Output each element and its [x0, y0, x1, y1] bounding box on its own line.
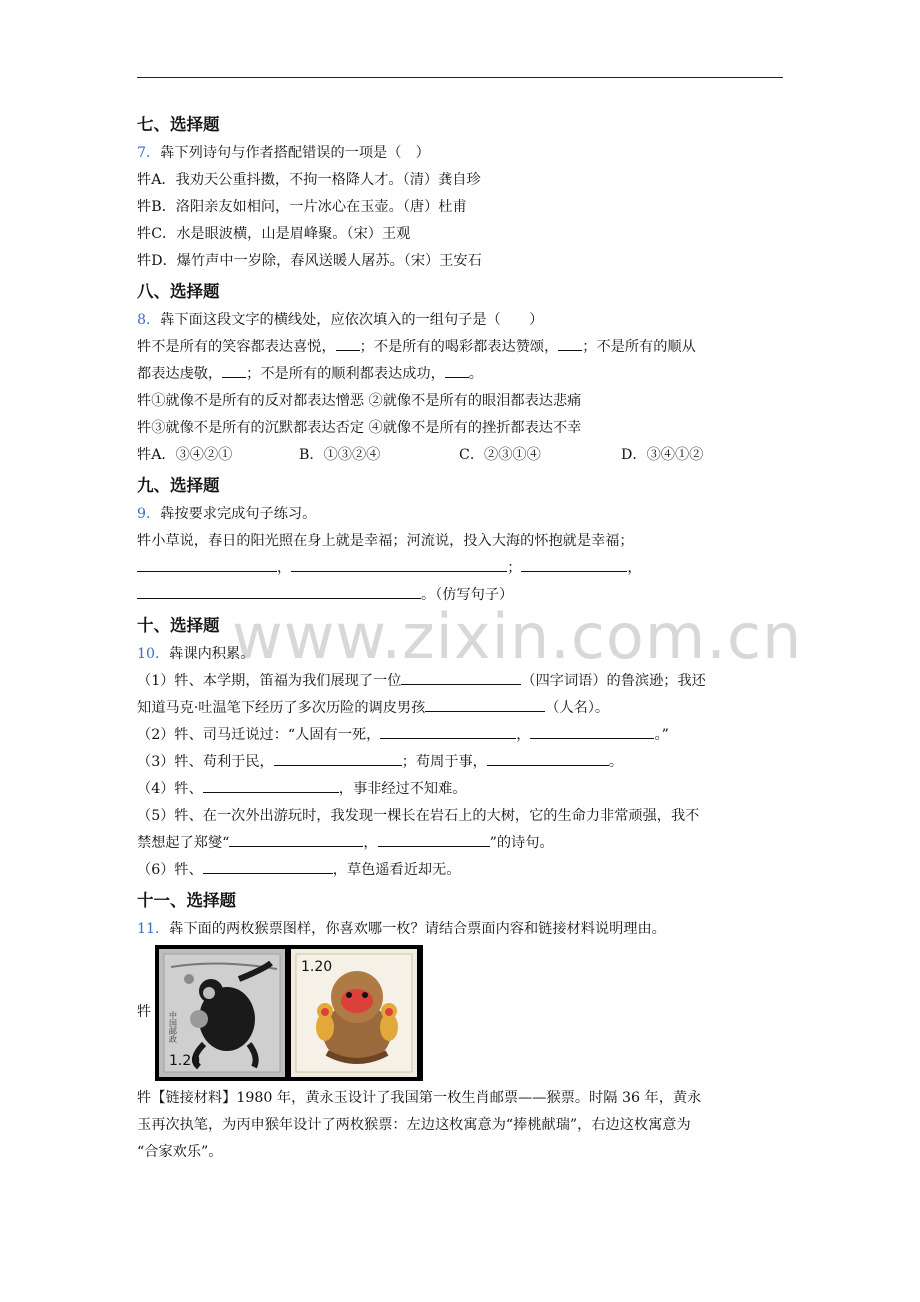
stamp-value: 1.20	[169, 1053, 201, 1069]
item-text: （4）牪、	[137, 781, 203, 797]
item-text: ，草色遥看近却无。	[332, 862, 461, 878]
item-text: （6）牪、	[137, 862, 203, 878]
item-4	[137, 776, 787, 803]
option-c: C．②③①④	[459, 447, 541, 463]
blank	[222, 363, 246, 378]
answer-blank[interactable]	[380, 724, 516, 739]
header-rule	[137, 77, 783, 78]
answer-blank[interactable]	[401, 670, 521, 685]
passage-text: 都表达虔敬，	[137, 366, 223, 382]
item-1-line-2	[137, 695, 787, 722]
question-number: 11．	[137, 921, 170, 937]
question-text: 犇下面的两枚猴票图样，你喜欢哪一枚？请结合票面内容和链接材料说明理由。	[169, 921, 666, 937]
prefix-mark: 牪	[137, 1004, 152, 1020]
stamp-right	[291, 949, 417, 1077]
option-a: 牪A．③④②①	[137, 447, 233, 463]
passage-line-1	[137, 334, 787, 361]
item-5-line-2	[137, 830, 787, 857]
stamp-country-label	[169, 1010, 178, 1044]
item-text: （四字词语）的鲁滨逊；我还	[521, 673, 706, 689]
answer-blank[interactable]	[530, 724, 654, 739]
answer-blank[interactable]	[229, 832, 363, 847]
answer-blank[interactable]	[203, 778, 339, 793]
question-11	[137, 916, 787, 943]
link-material-1: 牪【链接材料】1980 年，黄永玉设计了我国第一枚生肖邮票——猴票。时隔 36 年，黄永	[137, 1090, 702, 1106]
answer-blank[interactable]	[487, 751, 609, 766]
passage-line-2	[137, 361, 787, 388]
question-text: 犇课内积累。	[169, 646, 255, 662]
question-number: 10．	[137, 646, 170, 662]
question-10	[137, 641, 787, 668]
answer-blank[interactable]	[137, 584, 421, 599]
option-d: 牪D．爆竹声中一岁除，春风送暖人屠苏。（宋）王安石	[137, 253, 482, 269]
item-text: ”的诗句。	[489, 835, 554, 851]
question-number: 8．	[137, 312, 161, 328]
punctuation: 。”	[654, 727, 669, 743]
instruction-text: 。（仿写句子）	[421, 587, 514, 603]
blank	[558, 336, 582, 351]
punctuation: ，	[627, 560, 642, 576]
answer-blank[interactable]	[203, 859, 333, 874]
item-2	[137, 722, 787, 749]
section-title-9: 九、选择题	[137, 476, 220, 495]
item-6	[137, 857, 787, 884]
passage-text: ；不是所有的喝彩都表达赞颂，	[359, 339, 559, 355]
question-text: 犇下列诗句与作者搭配错误的一项是（ ）	[160, 145, 430, 161]
question-8	[137, 307, 787, 334]
passage-text: 牪不是所有的笑容都表达喜悦，	[137, 339, 336, 355]
item-text: （3）牪、苟利于民，	[137, 754, 274, 770]
option-d: D．③④①②	[621, 447, 704, 463]
options-row	[137, 442, 787, 469]
document-body	[137, 108, 787, 1166]
blank	[336, 336, 360, 351]
watermark: www.zixin.com.cn	[232, 600, 803, 673]
answer-blank[interactable]	[425, 697, 545, 712]
question-number: 9．	[137, 506, 161, 522]
passage-text: 。	[468, 366, 483, 382]
item-text: （2）牪、司马迁说过：“人固有一死，	[137, 727, 381, 743]
answer-line-2	[137, 582, 787, 609]
stamp-country-text: 中国邮政	[168, 1011, 178, 1043]
section-title-10: 十、选择题	[137, 616, 220, 635]
stamp-left	[159, 949, 285, 1077]
punctuation: ，	[516, 727, 531, 743]
punctuation: 。	[608, 754, 624, 770]
example-sentence: 牪小草说，春日的阳光照在身上就是幸福；河流说，投入大海的怀抱就是幸福；	[137, 533, 634, 549]
link-material-3: “合家欢乐”。	[137, 1144, 223, 1160]
question-7	[137, 140, 787, 167]
item-text: 禁想起了郑燮“	[137, 835, 230, 851]
answer-blank[interactable]	[521, 557, 627, 572]
option-b: B．①③②④	[299, 447, 381, 463]
choice-line-1: 牪①就像不是所有的反对都表达憎恶 ②就像不是所有的眼泪都表达悲痛	[137, 393, 582, 409]
blank	[445, 363, 469, 378]
stamp-value: 1.20	[301, 959, 333, 975]
answer-blank[interactable]	[291, 557, 507, 572]
link-material-2: 玉再次执笔，为丙申猴年设计了两枚猴票：左边这枚寓意为“捧桃献瑞”，右边这枚寓意为	[137, 1117, 691, 1133]
question-text: 犇按要求完成句子练习。	[160, 506, 317, 522]
punctuation: ；	[507, 560, 522, 576]
answer-blank[interactable]	[137, 557, 277, 572]
item-text: （人名）。	[545, 700, 610, 716]
punctuation: ，	[363, 835, 378, 851]
section-title-7: 七、选择题	[137, 115, 220, 134]
question-text: 犇下面这段文字的横线处，应依次填入的一组句子是（ ）	[160, 312, 544, 328]
option-b: 牪B．洛阳亲友如相问，一片冰心在玉壶。（唐）杜甫	[137, 199, 467, 215]
answer-blank[interactable]	[274, 751, 402, 766]
answer-line-1	[137, 555, 787, 582]
section-title-11: 十一、选择题	[137, 891, 236, 910]
passage-text: ；不是所有的顺利都表达成功，	[246, 366, 445, 382]
item-text: ，事非经过不知难。	[338, 781, 467, 797]
monkey-stamps-image	[155, 945, 423, 1081]
answer-blank[interactable]	[378, 832, 490, 847]
item-text: 知道马克·吐温笔下经历了多次历险的调皮男孩	[137, 700, 426, 716]
stamp-figure-row	[137, 945, 787, 1085]
item-text: （1）牪、本学期，笛福为我们展现了一位	[137, 673, 402, 689]
item-1-line-1	[137, 668, 787, 695]
option-a: 牪A．我劝天公重抖擞，不拘一格降人才。（清）龚自珍	[137, 172, 481, 188]
passage-text: ；不是所有的顺从	[582, 339, 696, 355]
option-c: 牪C．水是眼波横，山是眉峰聚。（宋）王观	[137, 226, 411, 242]
item-3	[137, 749, 787, 776]
section-title-8: 八、选择题	[137, 282, 220, 301]
item-text: ；苟周于事，	[401, 754, 487, 770]
punctuation: ，	[277, 560, 292, 576]
question-number: 7．	[137, 145, 161, 161]
question-9	[137, 501, 787, 528]
item-5-line-1: （5）牪、在一次外出游玩时，我发现一棵长在岩石上的大树，它的生命力非常顽强，我不	[137, 808, 700, 824]
choice-line-2: 牪③就像不是所有的沉默都表达否定 ④就像不是所有的挫折都表达不幸	[137, 420, 582, 436]
